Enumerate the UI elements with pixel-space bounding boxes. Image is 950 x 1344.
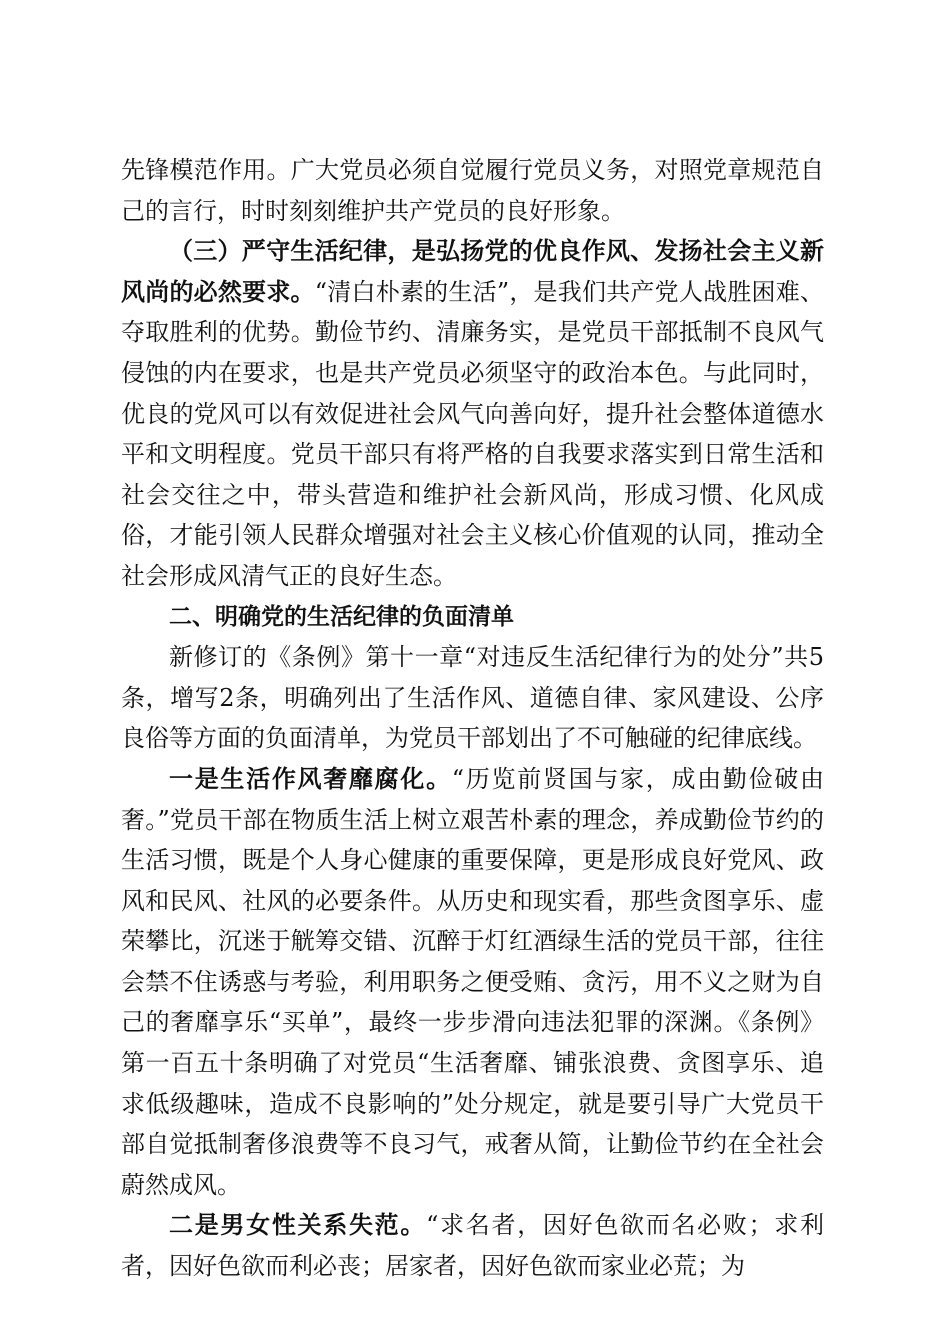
paragraph-item-two bbox=[121, 1205, 824, 1286]
item-one-title: 一是生活作风奢靡腐化。 bbox=[169, 763, 452, 793]
paragraph-text: 新修订的《条例》第十一章“对违反生活纪律行为的处分”共5条，增写2条，明确列出了生活作风、道德自律、家风建设、公序良俗等方面的负面清单，为党员干部划出了不可触碰的纪律底线。 bbox=[121, 643, 824, 753]
section-three-title: （三）严守生活纪律，是弘扬党的优良作风、发扬社会主义新风尚的必然要求。 bbox=[121, 236, 824, 306]
paragraph-text: 先锋模范作用。广大党员必须自觉履行党员义务，对照党章规范自己的言行，时时刻刻维护共产党员的良好形象。 bbox=[121, 156, 824, 225]
paragraph-section-three bbox=[121, 231, 824, 596]
paragraph-continuation bbox=[121, 150, 824, 231]
section-heading-two: 二、明确党的生活纪律的负面清单 bbox=[169, 603, 514, 630]
item-two-title: 二是男女性关系失范。 bbox=[169, 1210, 427, 1240]
document-body bbox=[121, 150, 824, 1287]
paragraph-text: “历览前贤国与家，成由勤俭破由奢。”党员干部在物质生活上树立艰苦朴素的理念，养成勤俭节约的生活习惯，既是个人身心健康的重要保障，更是形成良好党风、政风和民风、社风的必要条件。从历史和现实看，那些贪图享乐、虚荣攀比，沉迷于觥筹交错、沉醉于灯红酒绿生活的党员干部，往往会禁不住诱惑与考验，利用职务之便受贿、贪污，用不义之财为自己的奢靡享乐“买单”，最终一步步滑向违法犯罪的深渊。《条例》第一百五十条明确了对党员“生活奢靡、铺张浪费、贪图享乐、追求低级趣味，造成不良影响的”处分规定，就是要引导广大党员干部自觉抵制奢侈浪费等不良习气，戒奢从简，让勤俭节约在全社会蔚然成风。 bbox=[121, 764, 824, 1199]
paragraph-item-one bbox=[121, 759, 824, 1206]
paragraph-text: “清白朴素的生活”，是我们共产党人战胜困难、夺取胜利的优势。勤俭节约、清廉务实，是党员干部抵制不良风气侵蚀的内在要求，也是共产党员必须坚守的政治本色。与此同时，优良的党风可以有效促进社会风气向善向好，提升社会整体道德水平和文明程度。党员干部只有将严格的自我要求落实到日常生活和社会交往之中，带头营造和维护社会新风尚，形成习惯、化风成俗，才能引领人民群众增强对社会主义核心价值观的认同，推动全社会形成风清气正的良好生态。 bbox=[121, 277, 824, 590]
paragraph-regulation-intro bbox=[121, 637, 824, 759]
paragraph-text: “求名者，因好色欲而名必败；求利者，因好色欲而利必丧；居家者，因好色欲而家业必荒；为 bbox=[121, 1211, 824, 1281]
